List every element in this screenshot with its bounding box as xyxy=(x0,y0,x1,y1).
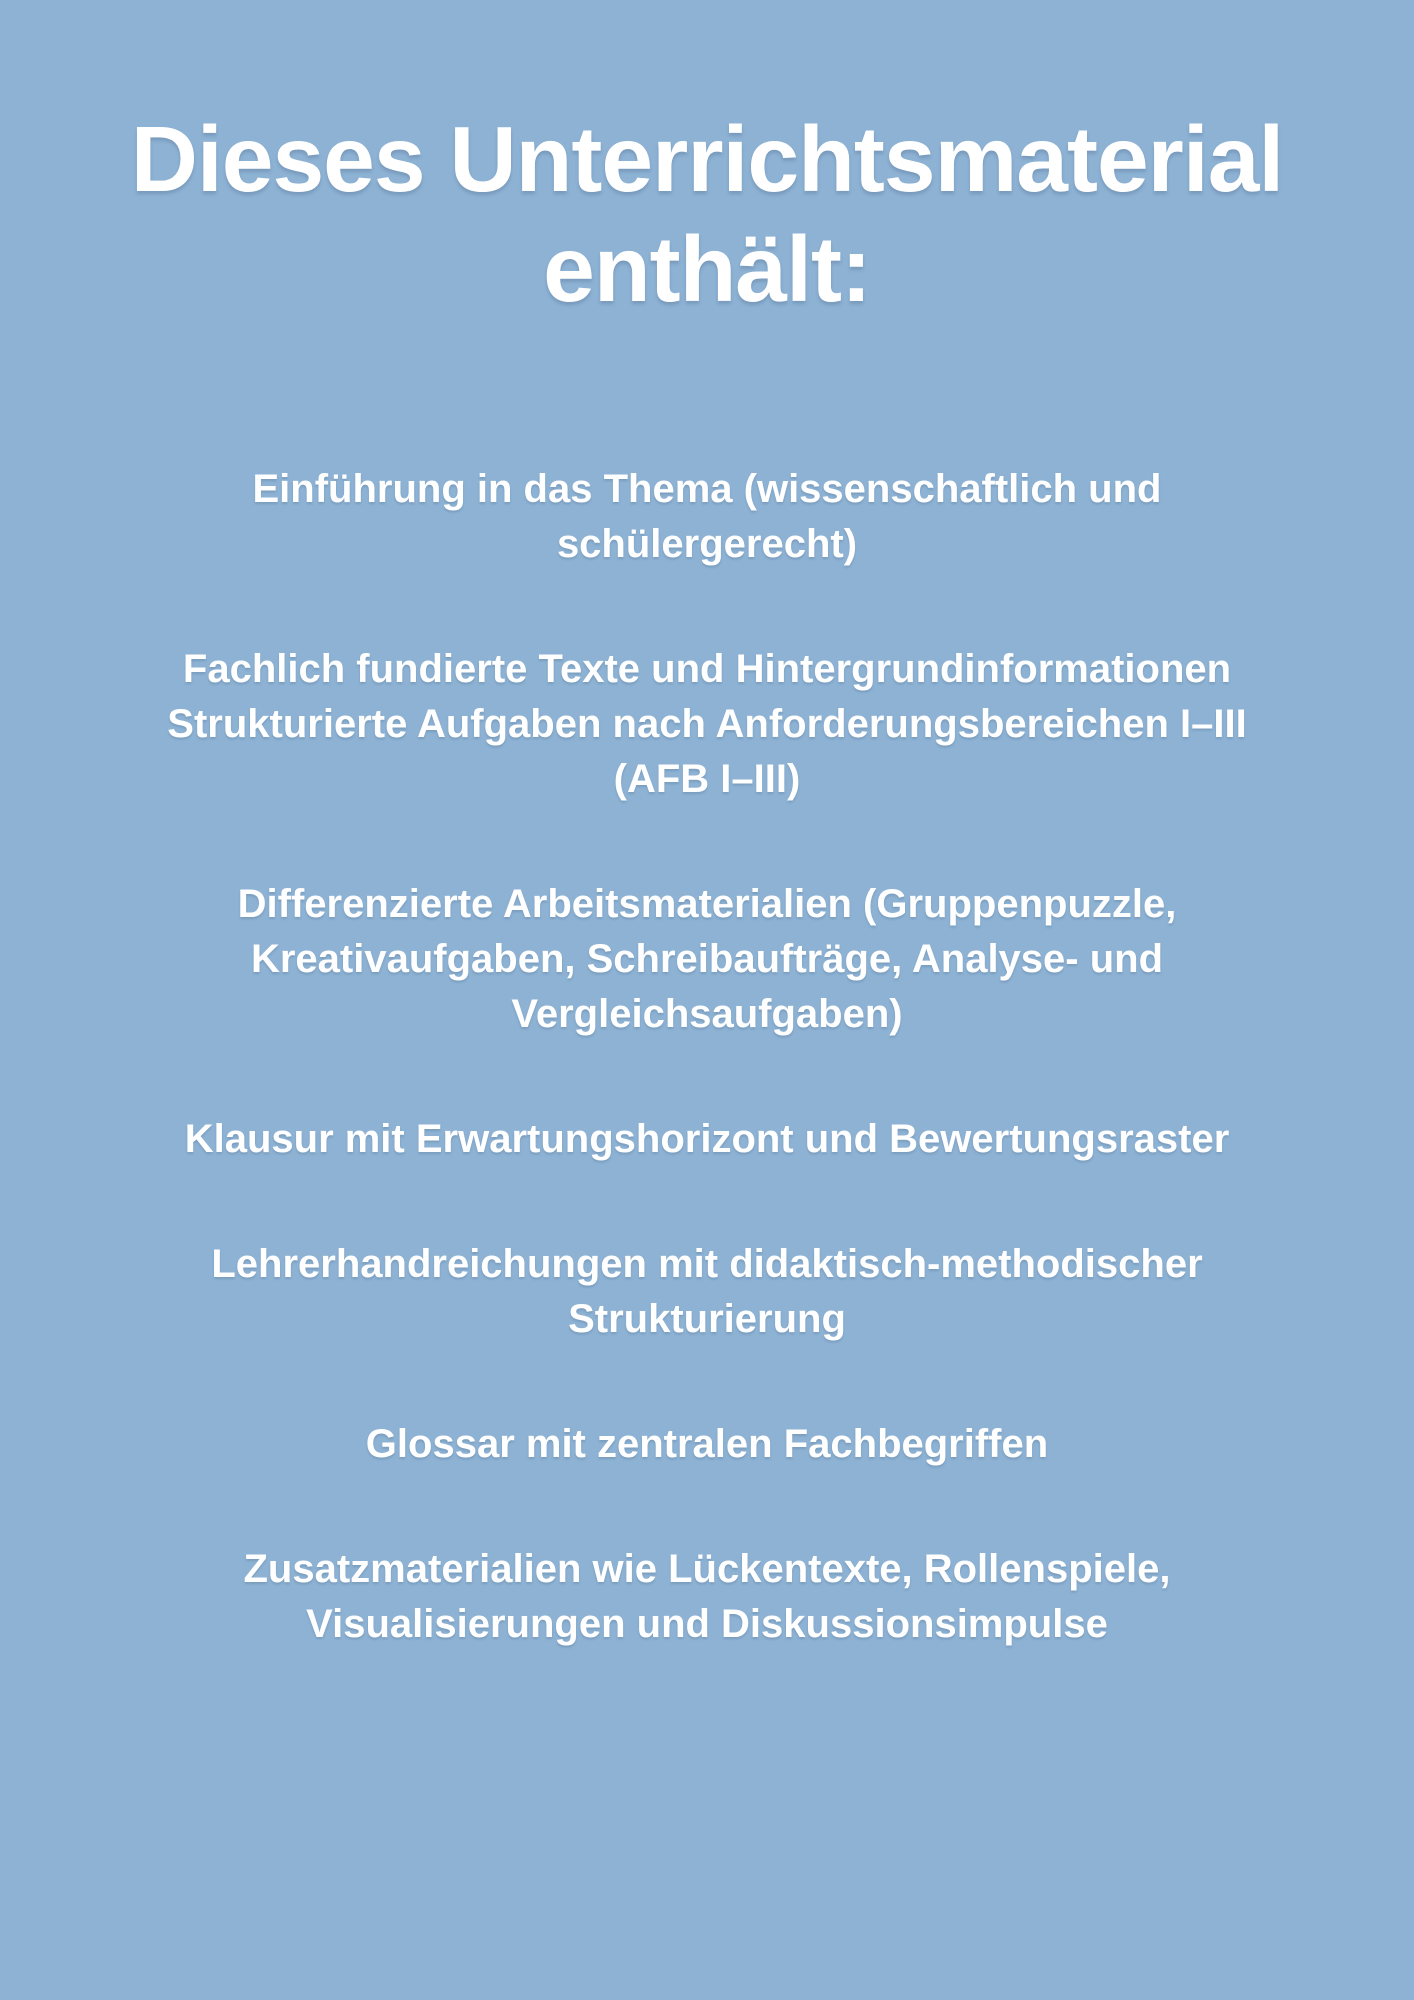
list-item-einfuehrung xyxy=(253,462,1162,572)
list-item-line: Klausur mit Erwartungshorizont und Bewertungsraster xyxy=(184,1117,1230,1161)
list-item-line: Strukturierte Aufgaben nach Anforderungsbereichen I–III xyxy=(167,702,1247,746)
page-title-line-2: enthält: xyxy=(543,217,871,321)
list-item-lehrerhandreichungen xyxy=(211,1237,1202,1347)
list-item-line: Fachlich fundierte Texte und Hintergrundinformationen xyxy=(182,647,1232,691)
list-item-zusatzmaterialien xyxy=(244,1542,1171,1652)
list-item-line: Lehrerhandreichungen mit didaktisch-methodischer xyxy=(211,1242,1203,1286)
list-item-line: Strukturierung xyxy=(568,1297,846,1341)
page-title xyxy=(131,104,1284,324)
list-item-line: Differenzierte Arbeitsmaterialien (Gruppenpuzzle, xyxy=(237,882,1177,926)
list-item-line: Zusatzmaterialien wie Lückentexte, Rollenspiele, xyxy=(243,1547,1171,1591)
list-item-line: Kreativaufgaben, Schreibaufträge, Analyse- und xyxy=(250,937,1164,981)
list-item-line: Visualisierungen und Diskussionsimpulse xyxy=(306,1602,1108,1646)
list-item-line: Vergleichsaufgaben) xyxy=(511,992,903,1036)
list-item-glossar xyxy=(366,1417,1048,1472)
list-item-klausur xyxy=(185,1112,1230,1167)
list-item-line: (AFB I–III) xyxy=(613,757,801,801)
page-title-line-1: Dieses Unterrichtsmaterial xyxy=(130,107,1284,211)
list-item-line: Einführung in das Thema (wissenschaftlich und xyxy=(252,467,1162,511)
list-item-line: Glossar mit zentralen Fachbegriffen xyxy=(365,1422,1049,1466)
content-list xyxy=(77,462,1337,1722)
list-item-arbeitsmaterialien xyxy=(238,877,1177,1042)
list-item-texte-aufgaben xyxy=(167,642,1246,807)
list-item-line: schülergerecht) xyxy=(556,522,858,566)
